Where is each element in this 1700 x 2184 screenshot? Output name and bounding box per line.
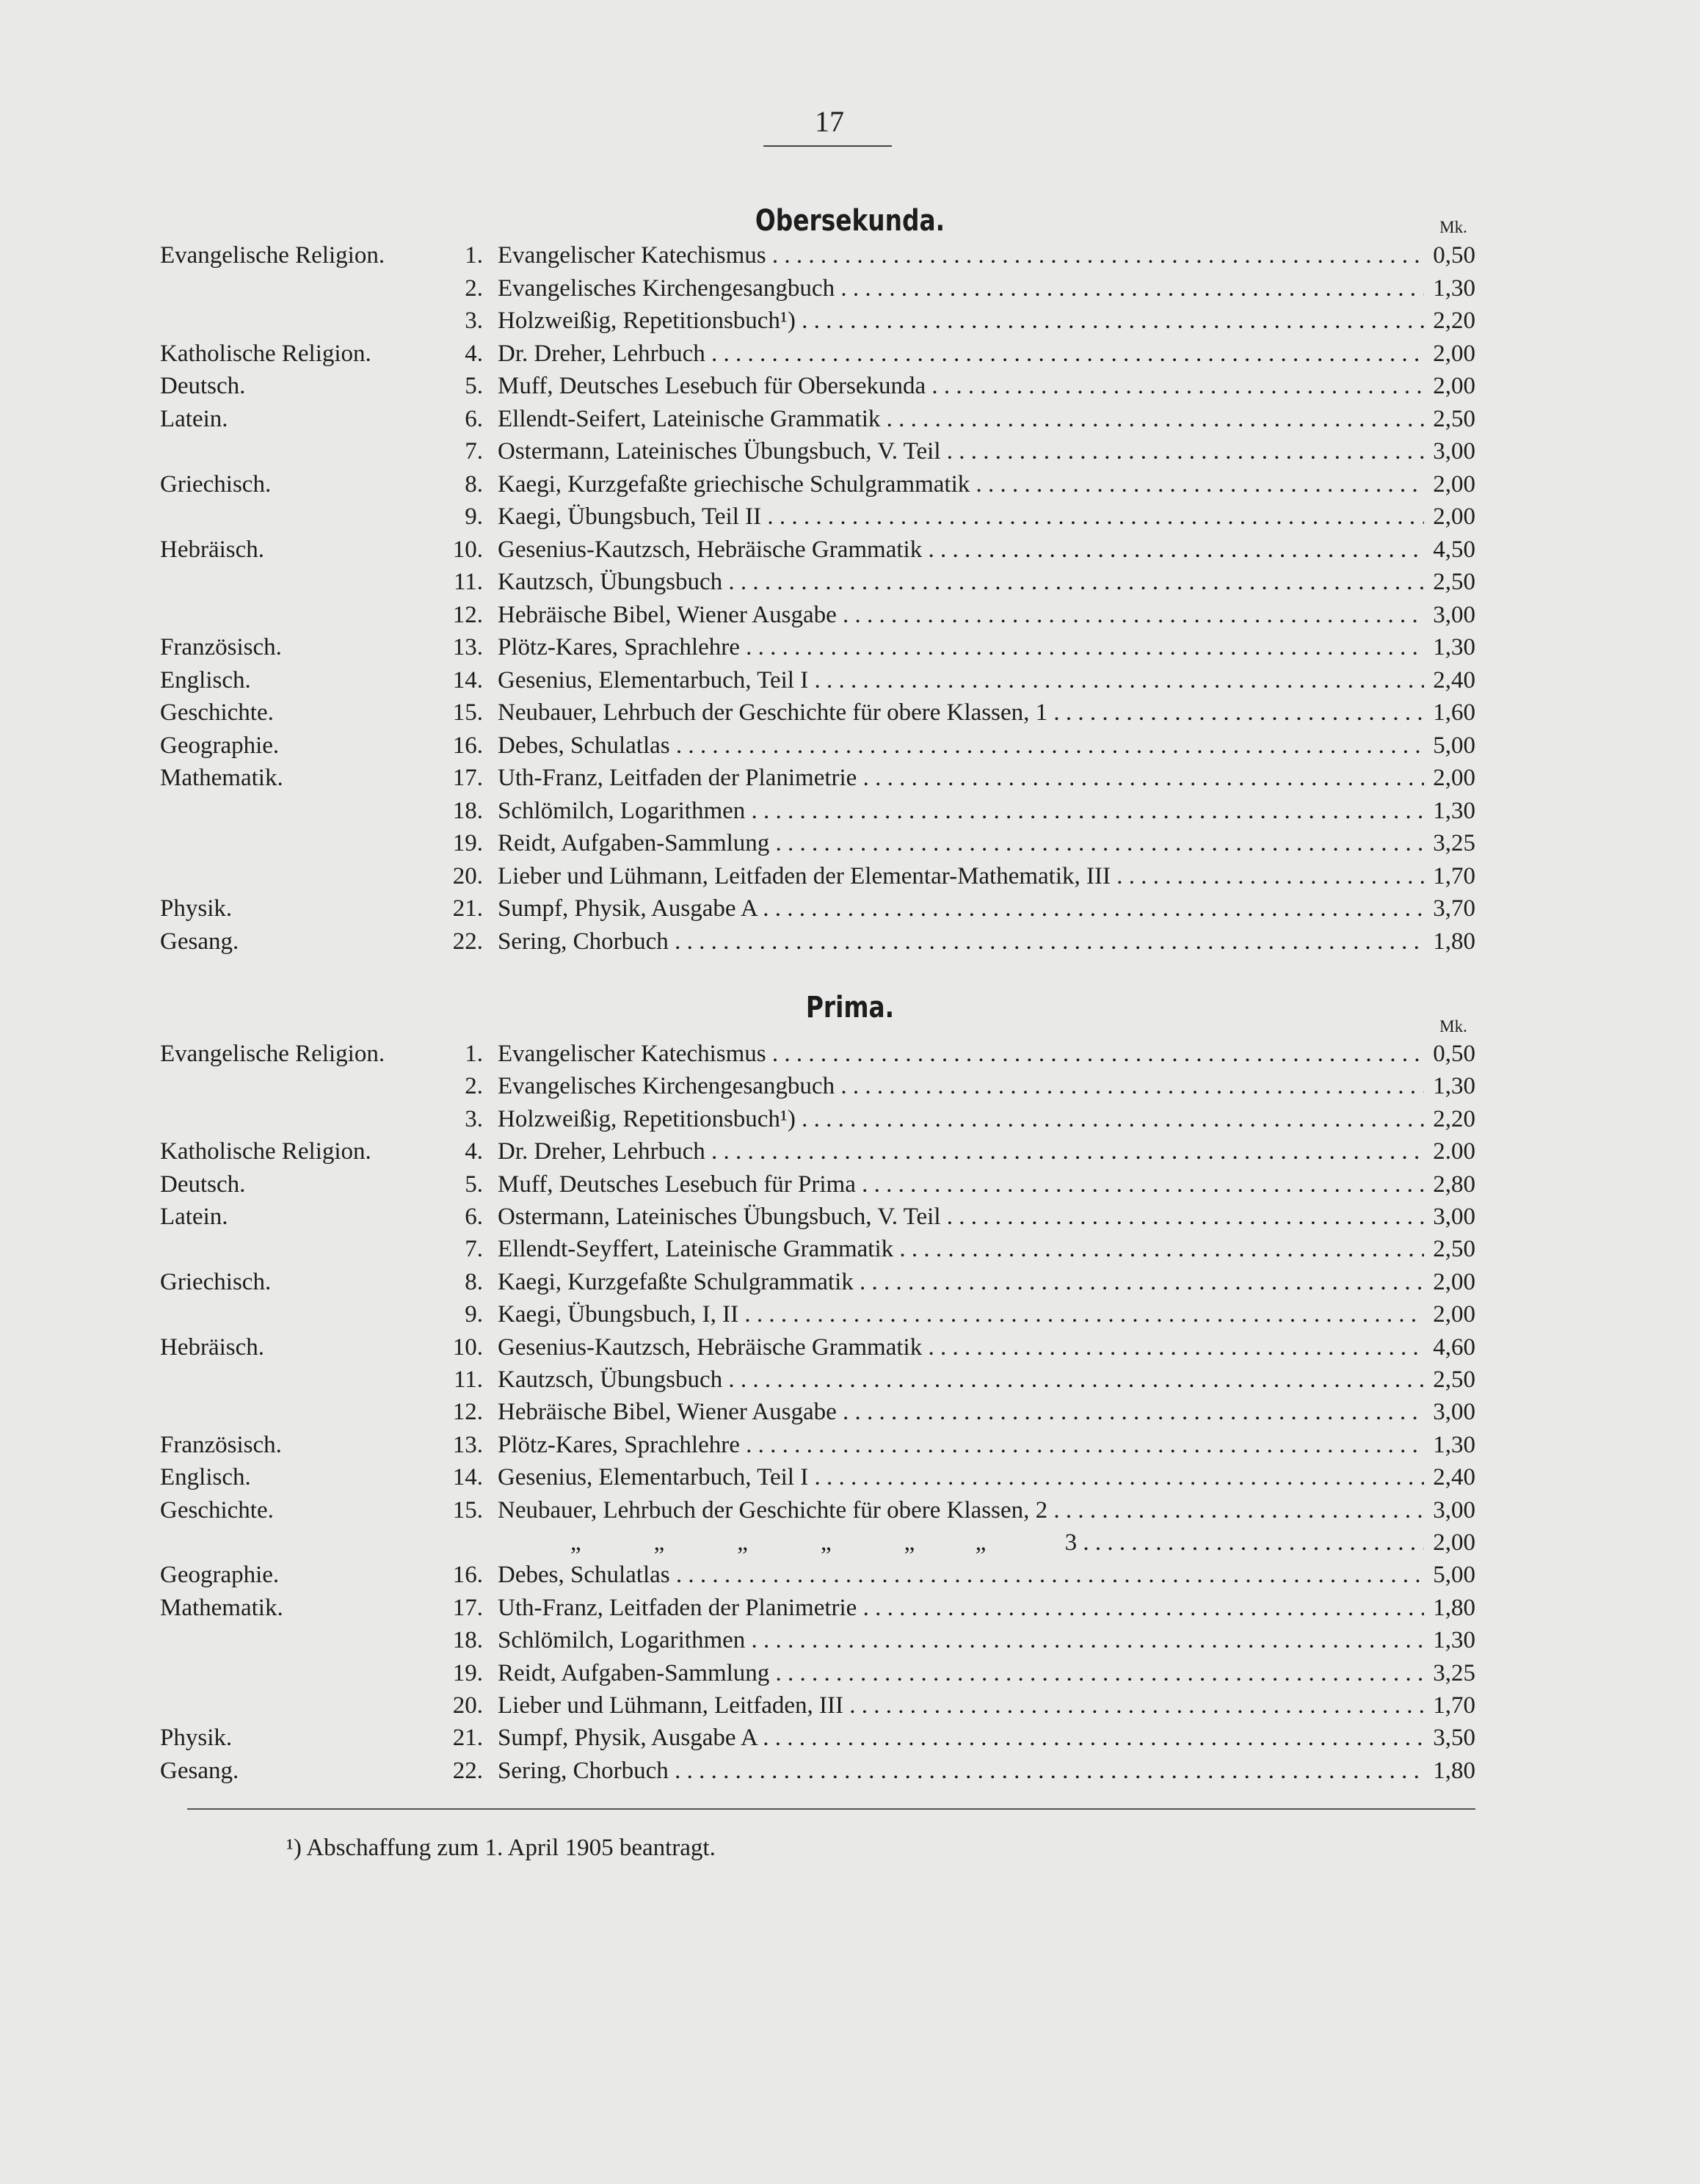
subject-label: Deutsch. (160, 373, 246, 399)
book-title: Gesenius-Kautzsch, Hebräische Grammatik . . . (498, 1334, 1424, 1361)
book-row (0, 667, 1700, 699)
book-row (0, 1464, 1700, 1496)
subject-label: Physik. (160, 1725, 233, 1752)
page-number-rule (763, 145, 892, 147)
item-number: 1. (465, 242, 483, 269)
book-price: 3,25 (1433, 830, 1475, 856)
book-title: Hebräische Bibel, Wiener Ausgabe . . . (498, 602, 1424, 629)
item-number: 10. (452, 1333, 483, 1361)
book-price: 3,00 (1433, 1204, 1475, 1230)
book-title: Muff, Deutsches Lesebuch für Prima . . . (498, 1171, 1424, 1198)
book-title: Uth-Franz, Leitfaden der Planimetrie . . . (498, 1595, 1424, 1622)
book-price: 3,00 (1433, 1496, 1475, 1524)
book-row (0, 1432, 1700, 1464)
item-number: 2. (465, 1073, 483, 1100)
item-number: 15. (452, 1496, 483, 1524)
book-row (0, 1725, 1700, 1757)
book-title: Kaegi, Kurzgefaßte griechische Schulgrammatik . . . (498, 471, 1424, 498)
book-row (0, 634, 1700, 666)
subject-label: Gesang. (160, 1757, 239, 1784)
book-row (0, 1660, 1700, 1692)
item-number: 11. (453, 1366, 483, 1393)
section-title-obersekunda: Obersekunda. (755, 204, 945, 238)
book-row (0, 471, 1700, 503)
book-row (0, 699, 1700, 732)
subject-label: Mathematik. (160, 1594, 283, 1621)
book-title: Uth-Franz, Leitfaden der Planimetrie . . . (498, 765, 1424, 792)
book-title: Schlömilch, Logarithmen . . . (498, 798, 1424, 825)
book-row (0, 1529, 1700, 1562)
item-number: 14. (452, 1464, 483, 1491)
book-row (0, 1269, 1700, 1301)
book-title: Kautzsch, Übungsbuch . . . (498, 569, 1424, 596)
book-title: Debes, Schulatlas . . . (498, 1562, 1424, 1589)
book-title: Ostermann, Lateinisches Übungsbuch, V. Teil . . . (498, 438, 1424, 465)
book-price: 1,70 (1433, 862, 1475, 889)
book-row (0, 895, 1700, 928)
book-row (0, 1041, 1700, 1073)
subject-label: Latein. (160, 1204, 228, 1230)
item-number: 12. (452, 601, 483, 628)
book-title: Plötz-Kares, Sprachlehre . . . (498, 1432, 1424, 1459)
book-row (0, 1758, 1700, 1790)
item-number: 14. (452, 666, 483, 694)
book-row (0, 1236, 1700, 1268)
book-price: 1,30 (1433, 1431, 1475, 1458)
subject-label: Englisch. (160, 1464, 251, 1491)
subject-label: Deutsch. (160, 1171, 246, 1198)
footnote: ¹) Abschaffung zum 1. April 1905 beantragt. (286, 1835, 716, 1861)
book-price: 1,30 (1433, 1627, 1475, 1654)
book-price: 2,00 (1433, 1529, 1475, 1556)
book-row (0, 406, 1700, 438)
book-row (0, 928, 1700, 961)
book-price: 2,50 (1433, 569, 1475, 595)
item-number: 4. (465, 1138, 483, 1165)
book-price: 0,50 (1433, 242, 1475, 269)
book-price: 2,50 (1433, 1236, 1475, 1263)
subject-label: Katholische Religion. (160, 340, 371, 367)
book-row (0, 1171, 1700, 1204)
item-number: 20. (452, 862, 483, 889)
book-title: Lieber und Lühmann, Leitfaden, III . . . (498, 1692, 1424, 1719)
book-row (0, 503, 1700, 536)
book-price: 2,00 (1433, 765, 1475, 791)
book-row (0, 765, 1700, 797)
subject-label: Englisch. (160, 666, 251, 694)
book-row (0, 1627, 1700, 1659)
subject-label: Französisch. (160, 1431, 282, 1458)
item-number: 7. (465, 438, 483, 465)
item-number: 15. (452, 699, 483, 726)
book-title: Neubauer, Lehrbuch der Geschichte für obere Klassen, 1 . . . (498, 699, 1424, 727)
book-row (0, 1692, 1700, 1725)
book-row (0, 1562, 1700, 1594)
book-title: Sumpf, Physik, Ausgabe A . . . (498, 1725, 1424, 1752)
subject-label: Geographie. (160, 1562, 280, 1589)
book-price: 3,00 (1433, 438, 1475, 465)
subject-label: Latein. (160, 405, 228, 432)
book-price: 1,80 (1433, 1757, 1475, 1784)
book-title: Evangelisches Kirchengesangbuch . . . (498, 275, 1424, 302)
book-row (0, 1334, 1700, 1366)
book-row (0, 1138, 1700, 1171)
book-price: 2,00 (1433, 1268, 1475, 1295)
item-number: 21. (452, 1725, 483, 1752)
subject-label: Hebräisch. (160, 1333, 265, 1361)
book-title: Evangelisches Kirchengesangbuch . . . (498, 1073, 1424, 1100)
item-number: 6. (465, 405, 483, 432)
book-price: 1,30 (1433, 797, 1475, 824)
book-title: Kaegi, Übungsbuch, Teil II . . . (498, 503, 1424, 531)
book-title: Dr. Dreher, Lehrbuch . . . (498, 341, 1424, 368)
book-price: 3,50 (1433, 1725, 1475, 1752)
book-title: Sering, Chorbuch . . . (498, 1758, 1424, 1785)
book-price: 2,00 (1433, 503, 1475, 530)
book-title: Gesenius, Elementarbuch, Teil I . . . (498, 667, 1424, 694)
book-title: Gesenius, Elementarbuch, Teil I . . . (498, 1464, 1424, 1491)
book-price: 4,50 (1433, 536, 1475, 563)
book-row (0, 1204, 1700, 1236)
subject-label: Physik. (160, 895, 233, 922)
item-number: 3. (465, 307, 483, 334)
book-price: 2,80 (1433, 1171, 1475, 1198)
book-title: Holzweißig, Repetitionsbuch¹) . . . (498, 1106, 1424, 1133)
book-title: Debes, Schulatlas . . . (498, 732, 1424, 760)
book-title: Lieber und Lühmann, Leitfaden der Elementar-Mathematik, III . . . (498, 863, 1424, 890)
book-row (0, 1301, 1700, 1333)
book-title: Neubauer, Lehrbuch der Geschichte für obere Klassen, 2 . . . (498, 1497, 1424, 1524)
book-price: 1,30 (1433, 274, 1475, 302)
book-price: 2,50 (1433, 1366, 1475, 1393)
book-price: 2,00 (1433, 1301, 1475, 1328)
subject-label: Geschichte. (160, 1496, 274, 1524)
subject-label: Evangelische Religion. (160, 242, 385, 269)
book-title: „ „ „ „ „ „ 3 . . . (498, 1529, 1424, 1557)
item-number: 11. (453, 569, 483, 595)
book-row (0, 1595, 1700, 1627)
subject-label: Französisch. (160, 634, 282, 660)
book-price: 5,00 (1433, 732, 1475, 759)
footnote-rule (187, 1808, 1475, 1810)
item-number: 5. (465, 373, 483, 399)
book-title: Schlömilch, Logarithmen . . . (498, 1627, 1424, 1654)
book-row (0, 830, 1700, 862)
book-price: 1,30 (1433, 634, 1475, 660)
item-number: 9. (465, 1301, 483, 1328)
subject-label: Griechisch. (160, 470, 272, 498)
item-number: 5. (465, 1171, 483, 1198)
book-title: Plötz-Kares, Sprachlehre . . . (498, 634, 1424, 661)
item-number: 2. (465, 274, 483, 302)
book-price: 0,50 (1433, 1041, 1475, 1067)
book-price: 2,20 (1433, 307, 1475, 334)
subject-label: Evangelische Religion. (160, 1041, 385, 1067)
book-row (0, 569, 1700, 601)
item-number: 9. (465, 503, 483, 530)
book-title: Reidt, Aufgaben-Sammlung . . . (498, 830, 1424, 857)
item-number: 18. (452, 1627, 483, 1654)
item-number: 22. (452, 1757, 483, 1784)
book-row (0, 1497, 1700, 1529)
book-row (0, 1399, 1700, 1431)
item-number: 21. (452, 895, 483, 922)
item-number: 17. (452, 1594, 483, 1621)
subject-label: Hebräisch. (160, 536, 265, 563)
book-price: 2,40 (1433, 666, 1475, 694)
item-number: 16. (452, 732, 483, 759)
book-price: 2,00 (1433, 373, 1475, 399)
book-row (0, 536, 1700, 569)
book-title: Ostermann, Lateinisches Übungsbuch, V. Teil . . . (498, 1204, 1424, 1231)
book-title: Kaegi, Kurzgefaßte Schulgrammatik . . . (498, 1269, 1424, 1296)
book-price: 3,25 (1433, 1659, 1475, 1686)
book-title: Reidt, Aufgaben-Sammlung . . . (498, 1660, 1424, 1687)
item-number: 8. (465, 470, 483, 498)
item-number: 19. (452, 830, 483, 856)
item-number: 1. (465, 1041, 483, 1067)
item-number: 16. (452, 1562, 483, 1589)
book-price: 1,80 (1433, 1594, 1475, 1621)
book-title: Sering, Chorbuch . . . (498, 928, 1424, 956)
book-title: Ellendt-Seyffert, Lateinische Grammatik . . . (498, 1236, 1424, 1263)
book-title: Holzweißig, Repetitionsbuch¹) . . . (498, 307, 1424, 335)
book-price: 1,70 (1433, 1692, 1475, 1719)
book-title: Sumpf, Physik, Ausgabe A . . . (498, 895, 1424, 922)
subject-label: Gesang. (160, 928, 239, 955)
book-price: 1,60 (1433, 699, 1475, 726)
book-row (0, 732, 1700, 765)
book-title: Kaegi, Übungsbuch, I, II . . . (498, 1301, 1424, 1328)
book-row (0, 602, 1700, 634)
book-title: Ellendt-Seifert, Lateinische Grammatik . . . (498, 406, 1424, 433)
item-number: 4. (465, 340, 483, 367)
book-title: Evangelischer Katechismus . . . (498, 1041, 1424, 1068)
unit-label-prima: Mk. (1439, 1017, 1467, 1035)
unit-label-obersekunda: Mk. (1439, 218, 1467, 236)
book-title: Kautzsch, Übungsbuch . . . (498, 1366, 1424, 1394)
item-number: 8. (465, 1268, 483, 1295)
book-price: 1,30 (1433, 1073, 1475, 1100)
book-row (0, 307, 1700, 340)
book-row (0, 438, 1700, 470)
item-number: 13. (452, 634, 483, 660)
subject-label: Griechisch. (160, 1268, 272, 1295)
book-price: 3,70 (1433, 895, 1475, 922)
book-price: 1,80 (1433, 928, 1475, 955)
book-price: 2,20 (1433, 1105, 1475, 1132)
subject-label: Geschichte. (160, 699, 274, 726)
section-title-prima: Prima. (805, 991, 895, 1024)
item-number: 13. (452, 1431, 483, 1458)
subject-label: Katholische Religion. (160, 1138, 371, 1165)
book-row (0, 341, 1700, 373)
book-price: 2,40 (1433, 1464, 1475, 1491)
page-number: 17 (815, 105, 844, 138)
book-row (0, 275, 1700, 307)
book-row (0, 373, 1700, 405)
book-row (0, 242, 1700, 274)
book-title: Hebräische Bibel, Wiener Ausgabe . . . (498, 1399, 1424, 1426)
book-title: Gesenius-Kautzsch, Hebräische Grammatik . . . (498, 536, 1424, 564)
item-number: 7. (465, 1236, 483, 1263)
book-row (0, 798, 1700, 830)
item-number: 17. (452, 765, 483, 791)
book-row (0, 863, 1700, 895)
book-price: 3,00 (1433, 1399, 1475, 1426)
book-price: 5,00 (1433, 1562, 1475, 1589)
book-row (0, 1106, 1700, 1138)
item-number: 22. (452, 928, 483, 955)
item-number: 6. (465, 1204, 483, 1230)
book-price: 2,50 (1433, 405, 1475, 432)
book-price: 4,60 (1433, 1333, 1475, 1361)
item-number: 20. (452, 1692, 483, 1719)
item-number: 10. (452, 536, 483, 563)
item-number: 3. (465, 1105, 483, 1132)
subject-label: Mathematik. (160, 765, 283, 791)
subject-label: Geographie. (160, 732, 280, 759)
item-number: 12. (452, 1399, 483, 1426)
book-title: Dr. Dreher, Lehrbuch . . . (498, 1138, 1424, 1165)
book-row (0, 1366, 1700, 1399)
book-price: 2,00 (1433, 340, 1475, 367)
book-price: 3,00 (1433, 601, 1475, 628)
book-title: Muff, Deutsches Lesebuch für Obersekunda . . . (498, 373, 1424, 400)
item-number: 19. (452, 1659, 483, 1686)
book-price: 2.00 (1433, 1138, 1475, 1165)
book-row (0, 1073, 1700, 1105)
item-number: 18. (452, 797, 483, 824)
book-price: 2,00 (1433, 470, 1475, 498)
book-title: Evangelischer Katechismus . . . (498, 242, 1424, 269)
